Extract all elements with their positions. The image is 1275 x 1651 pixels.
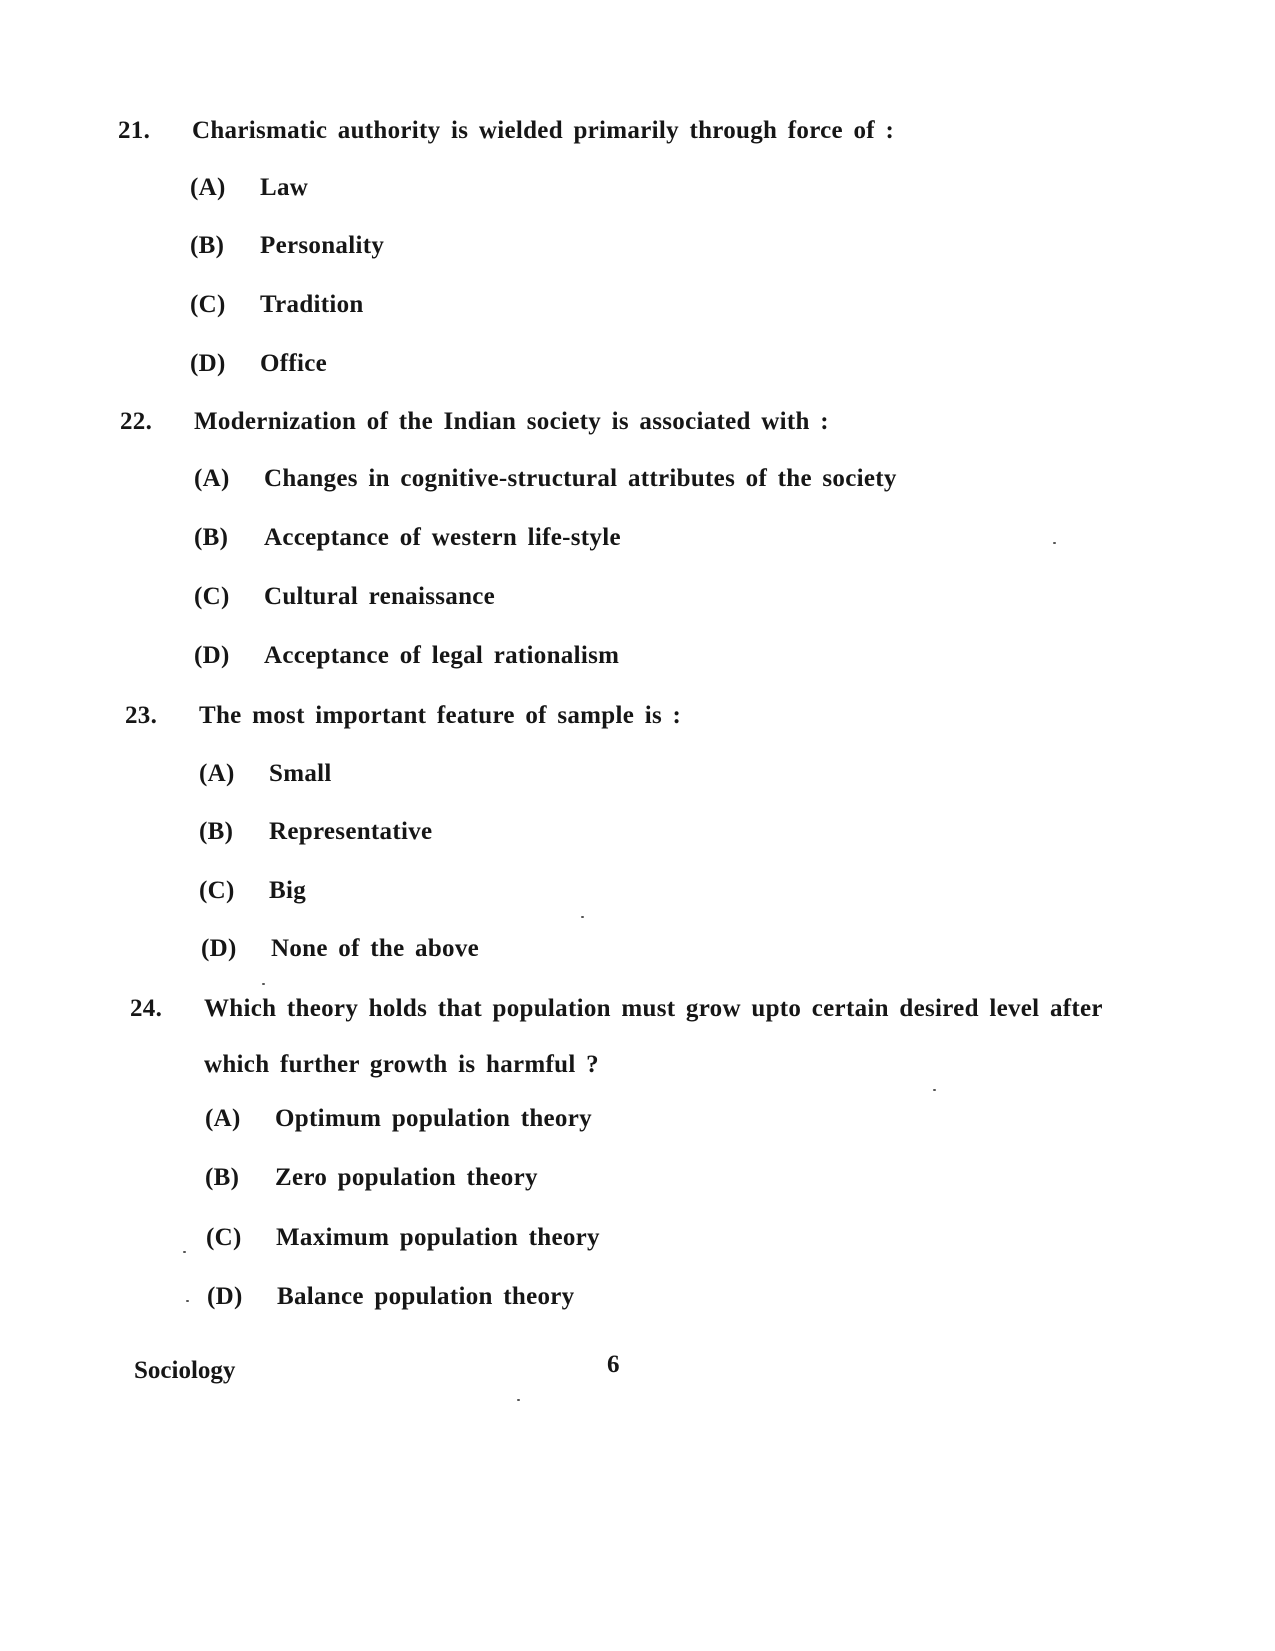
footer-page-number: 6 (607, 1351, 620, 1378)
question-text: Charismatic authority is wielded primarily through force of : (192, 117, 895, 144)
option-text: Acceptance of legal rationalism (264, 642, 620, 669)
option-label: (B) (199, 818, 234, 845)
option-text: Law (260, 174, 309, 201)
option-label: (D) (194, 642, 230, 669)
question-text: Modernization of the Indian society is associated with : (194, 408, 829, 435)
option-label: (D) (190, 350, 226, 377)
option-label: (B) (205, 1164, 240, 1191)
question-number: 21. (118, 117, 151, 144)
option-label: (A) (199, 760, 235, 787)
option-text: Personality (260, 232, 385, 259)
option-text: Acceptance of western life-style (264, 524, 621, 551)
scan-speck (933, 1089, 936, 1091)
option-label: (D) (201, 935, 237, 962)
question-number: 23. (125, 702, 158, 729)
question-number: 22. (120, 408, 153, 435)
option-label: (C) (199, 877, 235, 904)
question-number: 24. (130, 995, 163, 1022)
option-text: Cultural renaissance (264, 583, 496, 610)
question-text-line1: Which theory holds that population must grow upto certain desired level after (204, 995, 1103, 1022)
option-label: (C) (190, 291, 226, 318)
question-text-line2: which further growth is harmful ? (204, 1051, 599, 1078)
option-text: Office (260, 350, 328, 377)
scan-speck (517, 1399, 520, 1401)
option-label: (A) (205, 1105, 241, 1132)
option-text: Big (269, 877, 307, 904)
option-text: Small (269, 760, 332, 787)
option-label: (A) (194, 465, 230, 492)
scan-speck (262, 983, 265, 985)
option-text: None of the above (271, 935, 480, 962)
option-label: (D) (207, 1283, 243, 1310)
scan-speck (1053, 542, 1056, 544)
option-label: (B) (190, 232, 225, 259)
option-text: Representative (269, 818, 433, 845)
scan-speck (581, 916, 584, 918)
option-text: Maximum population theory (276, 1224, 600, 1251)
scan-speck (183, 1251, 186, 1253)
option-label: (C) (194, 583, 230, 610)
option-label: (B) (194, 524, 229, 551)
question-text: The most important feature of sample is : (199, 702, 682, 729)
option-text: Zero population theory (275, 1164, 538, 1191)
option-text: Optimum population theory (275, 1105, 592, 1132)
option-text: Balance population theory (277, 1283, 575, 1310)
option-text: Tradition (260, 291, 364, 318)
option-label: (A) (190, 174, 226, 201)
option-text: Changes in cognitive-structural attributes of the society (264, 465, 897, 492)
scan-speck (186, 1300, 189, 1302)
option-label: (C) (206, 1224, 242, 1251)
footer-subject: Sociology (134, 1357, 236, 1384)
